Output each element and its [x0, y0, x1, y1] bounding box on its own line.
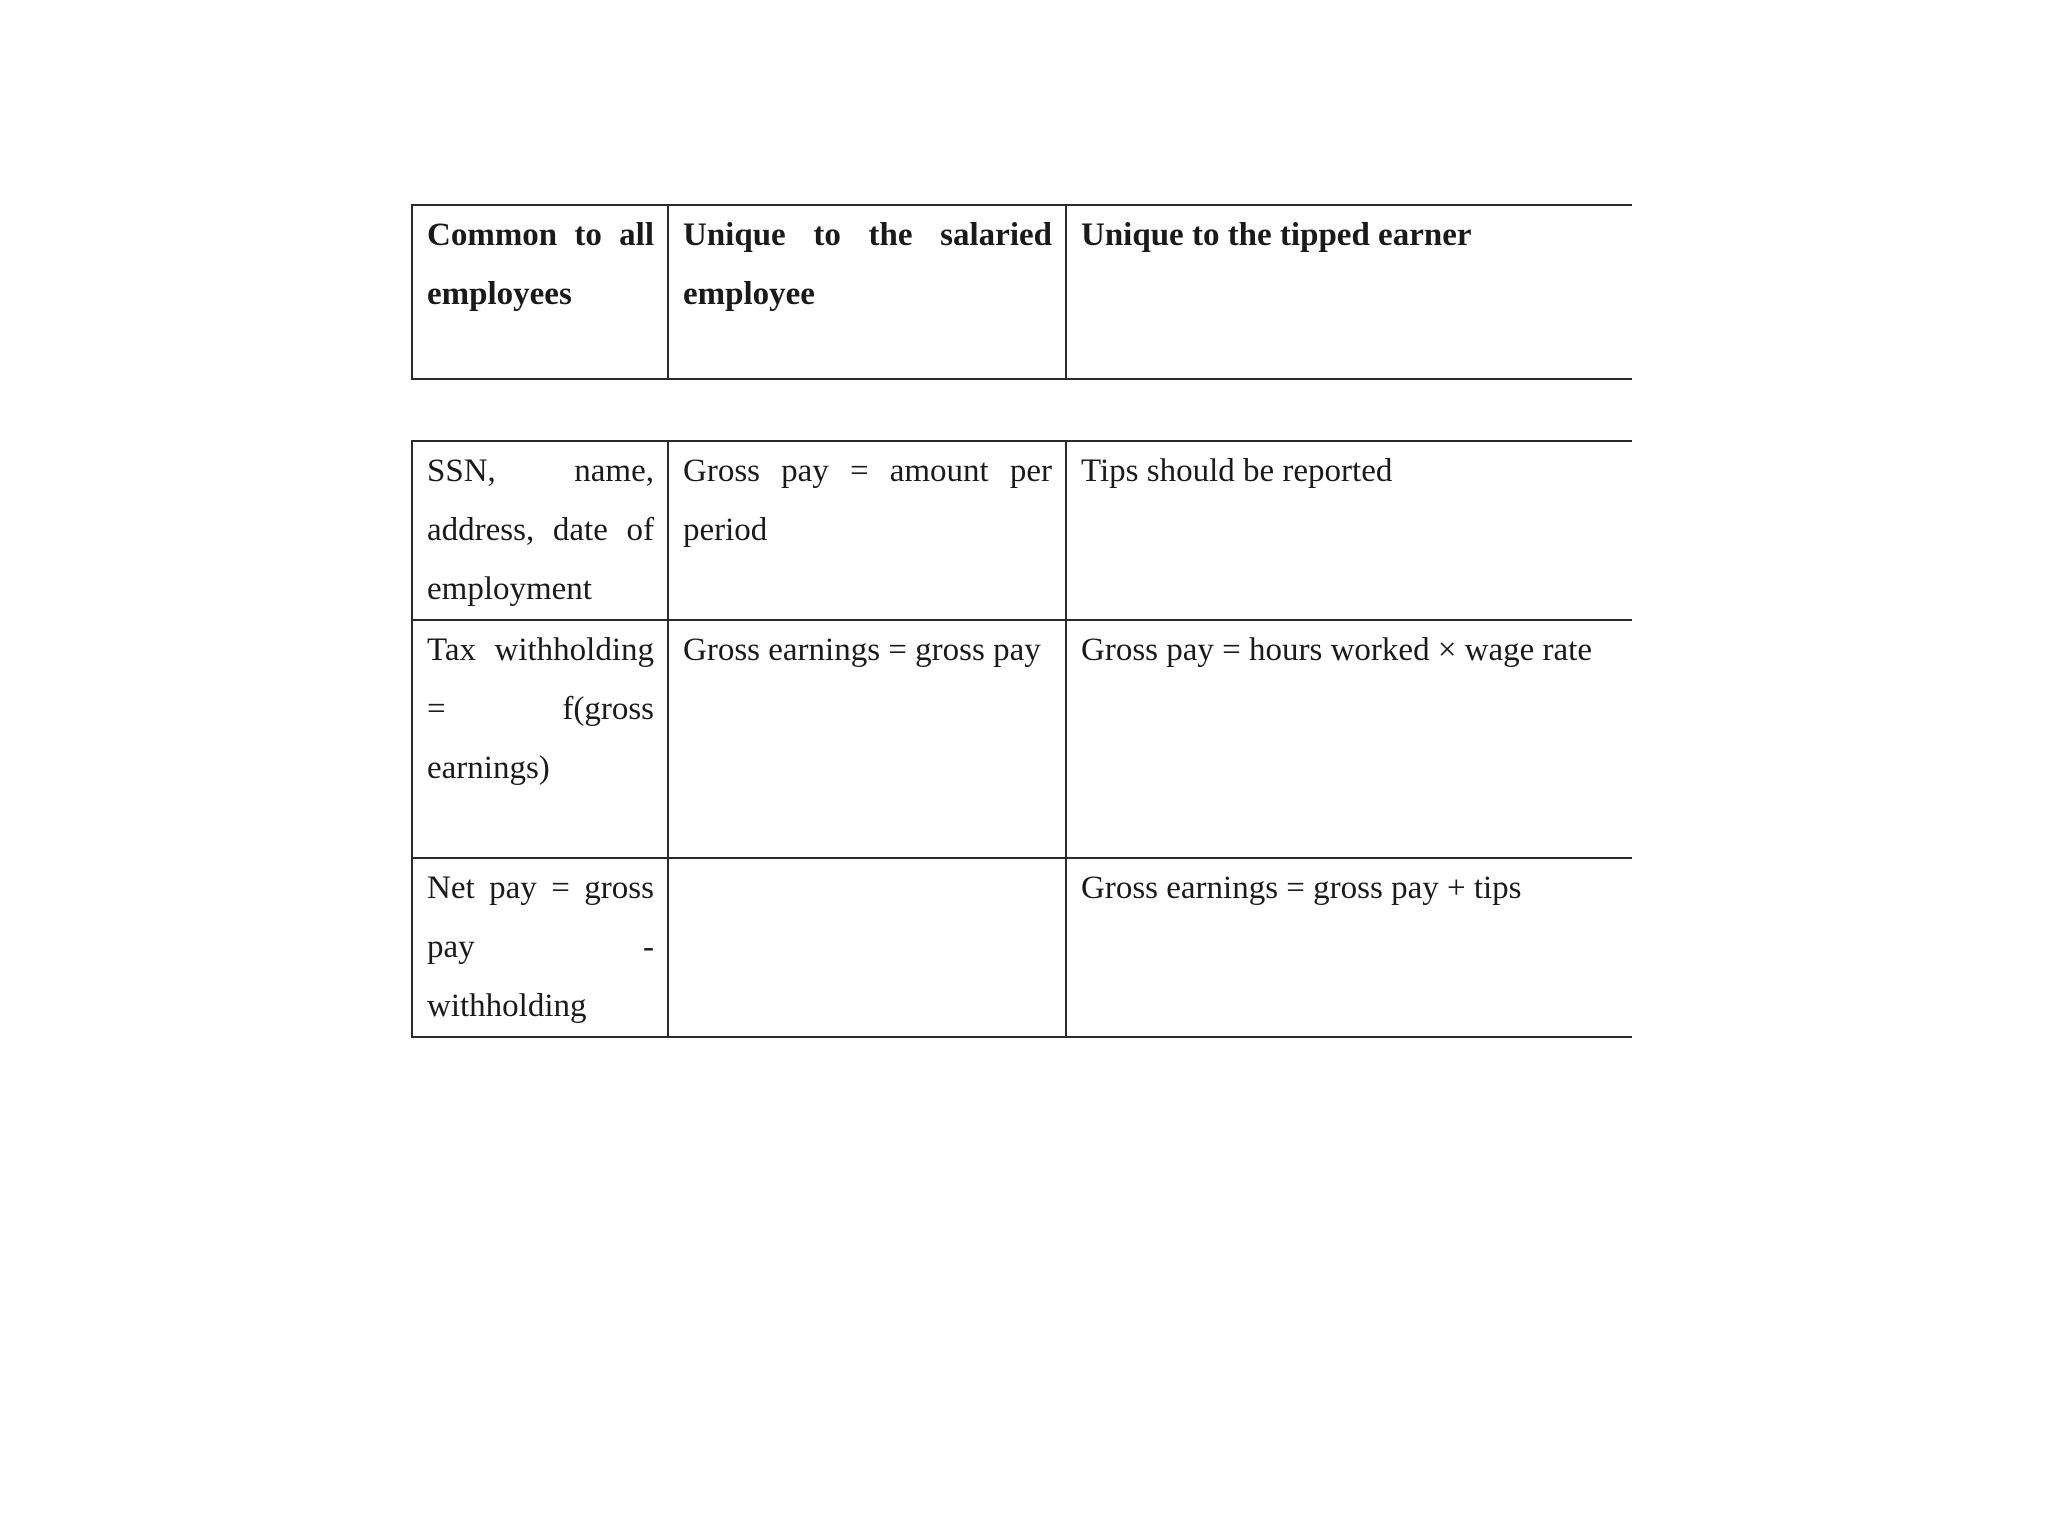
- cell-common: Tax withholding = f(gross earnings): [412, 620, 668, 858]
- cell-tipped: Tips should be reported: [1066, 441, 1632, 620]
- cell-tipped: Gross earnings = gross pay + tips: [1066, 858, 1632, 1037]
- body-table: [411, 440, 1632, 1038]
- cell-tipped: Gross pay = hours worked × wage rate: [1066, 620, 1632, 858]
- table-row: [412, 441, 1632, 620]
- cell-common: Net pay = gross pay - withholding: [412, 858, 668, 1037]
- table-row: [412, 620, 1632, 858]
- cell-salaried: [668, 858, 1066, 1037]
- cell-common: SSN, name, address, date of employment: [412, 441, 668, 620]
- table-row: [412, 858, 1632, 1037]
- cell-salaried: Gross earnings = gross pay: [668, 620, 1066, 858]
- header-common: Common to all employees: [412, 205, 668, 379]
- header-salaried: Unique to the salaried employee: [668, 205, 1066, 379]
- header-row: [412, 205, 1632, 379]
- header-tipped: Unique to the tipped earner: [1066, 205, 1632, 379]
- cell-salaried: Gross pay = amount per period: [668, 441, 1066, 620]
- header-table: [411, 204, 1632, 380]
